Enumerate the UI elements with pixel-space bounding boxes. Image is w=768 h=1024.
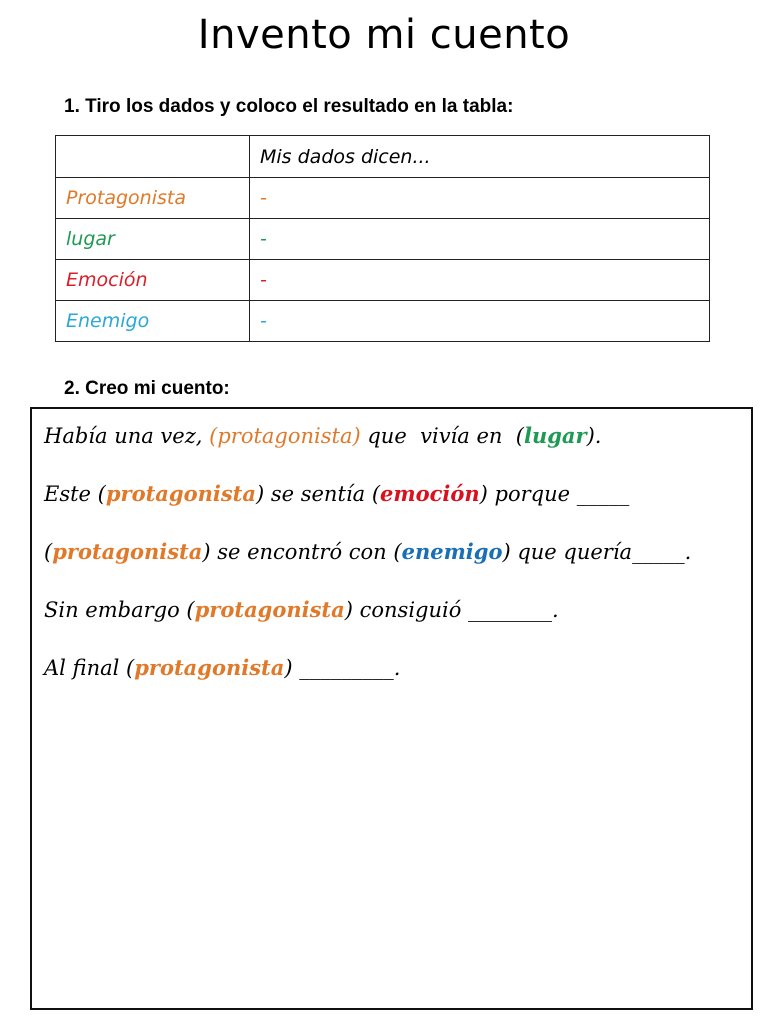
- story-placeholder: protagonista: [105, 481, 256, 506]
- table-row: [56, 178, 710, 219]
- story-line: [44, 423, 601, 448]
- section-2-heading: 2. Creo mi cuento:: [64, 378, 230, 399]
- story-text: ) porque _____: [479, 482, 630, 506]
- row-value[interactable]: -: [250, 260, 710, 301]
- row-value[interactable]: -: [250, 219, 710, 260]
- story-text: Había una vez,: [44, 424, 210, 448]
- row-value[interactable]: -: [250, 301, 710, 342]
- story-line: [44, 655, 400, 680]
- story-text: Este (: [44, 482, 106, 506]
- row-label: Enemigo: [56, 301, 250, 342]
- row-label: lugar: [56, 219, 250, 260]
- story-placeholder: protagonista: [134, 655, 285, 680]
- story-placeholder: (protagonista): [209, 424, 361, 448]
- story-placeholder: protagonista: [194, 597, 345, 622]
- row-label: Protagonista: [56, 178, 250, 219]
- story-line: [44, 597, 559, 622]
- story-placeholder: enemigo: [401, 539, 503, 564]
- row-label: Emoción: [56, 260, 250, 301]
- page-title: Invento mi cuento: [197, 12, 571, 58]
- table-row: [56, 301, 710, 342]
- table-header: Mis dados dicen...: [250, 136, 710, 178]
- story-placeholder: protagonista: [52, 539, 203, 564]
- story-placeholder: emoción: [380, 481, 480, 506]
- story-box: [30, 407, 753, 1010]
- story-text: ) que quería_____.: [502, 540, 692, 564]
- story-text: ) consiguió ________.: [344, 598, 559, 622]
- row-value[interactable]: -: [250, 178, 710, 219]
- story-text: Sin embargo (: [44, 598, 195, 622]
- story-text: ) se sentía (: [255, 482, 381, 506]
- story-text: (: [44, 540, 53, 564]
- story-placeholder: lugar: [523, 423, 587, 448]
- story-text: ) se encontró con (: [202, 540, 402, 564]
- table-row: [56, 260, 710, 301]
- dice-results-table: [55, 135, 710, 342]
- story-text: que vivía en (: [360, 424, 524, 448]
- table-header-empty: [56, 136, 250, 178]
- story-line: [44, 481, 629, 506]
- story-text: Al final (: [44, 656, 135, 680]
- story-text: ) _________.: [284, 656, 401, 680]
- story-line: [44, 539, 691, 564]
- story-text: ).: [586, 424, 602, 448]
- table-row: [56, 219, 710, 260]
- section-1-heading: 1. Tiro los dados y coloco el resultado en la tabla:: [64, 96, 514, 117]
